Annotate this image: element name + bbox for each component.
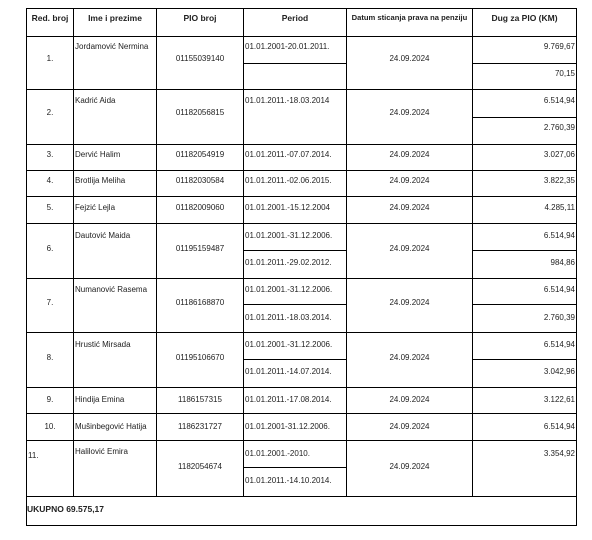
debt-subline — [472, 117, 577, 118]
row-number: 1. — [46, 54, 54, 63]
row-debt: 6.514,94 — [543, 285, 575, 294]
row-debt: 70,15 — [554, 69, 575, 78]
row-period: 01.01.2001.-31.12.2006. — [245, 285, 333, 294]
header-ime: Ime i prezime — [88, 13, 142, 23]
row-debt: 3.122,61 — [543, 395, 575, 404]
row-period: 01.01.2011.-02.06.2015. — [245, 176, 332, 185]
row-period: 01.01.2011.-07.07.2014. — [245, 150, 332, 159]
row-period: 01.01.2011.-17.08.2014. — [245, 395, 332, 404]
header-period: Period — [281, 13, 309, 23]
row-number: 4. — [46, 176, 54, 185]
row-number: 6. — [46, 244, 54, 253]
row-period: 01.01.2011.-18.03.2014. — [245, 313, 332, 322]
debt-subline — [472, 359, 577, 360]
row-period: 01.01.2011.-14.10.2014. — [245, 476, 332, 485]
row-line — [26, 387, 577, 388]
row-line — [26, 440, 577, 441]
row-debt: 2.760,39 — [543, 123, 575, 132]
row-pio: 01155039140 — [175, 54, 225, 63]
debt-subline — [472, 63, 577, 64]
row-pio: 01182009060 — [175, 203, 225, 212]
debt-subline — [472, 250, 577, 251]
header-pio: PIO broj — [183, 13, 217, 23]
period-subline — [243, 304, 346, 305]
row-date: 24.09.2024 — [389, 108, 430, 117]
header-red-broj: Red. broj — [31, 13, 69, 23]
row-pio: 01195159487 — [175, 244, 225, 253]
row-name: Numanović Rasema — [75, 285, 148, 294]
row-name: Jordamović Nermina — [75, 42, 149, 51]
row-date: 24.09.2024 — [389, 203, 430, 212]
total-label: UKUPNO 69.575,17 — [27, 504, 105, 514]
row-period: 01.01.2011.-29.02.2012. — [245, 258, 332, 267]
row-debt: 6.514,94 — [543, 231, 575, 240]
row-date: 24.09.2024 — [389, 244, 430, 253]
row-line — [26, 170, 577, 171]
row-line — [26, 332, 577, 333]
row-name: Kadrić Aida — [75, 96, 116, 105]
row-debt: 3.354,92 — [543, 449, 575, 458]
row-pio: 1182054674 — [178, 462, 222, 471]
row-debt: 3.822,35 — [543, 176, 575, 185]
row-period: 01.01.2011.-14.07.2014. — [245, 367, 332, 376]
row-name: Hindija Emina — [75, 395, 125, 404]
row-debt: 2.760,39 — [543, 313, 575, 322]
row-date: 24.09.2024 — [389, 353, 430, 362]
table-border-left — [26, 8, 27, 526]
row-period: 01.01.2001-31.12.2006. — [245, 422, 330, 431]
row-line — [26, 496, 577, 497]
row-number: 9. — [46, 395, 54, 404]
row-debt: 6.514,94 — [543, 340, 575, 349]
row-pio: 1186231727 — [178, 422, 222, 431]
row-debt: 6.514,94 — [543, 422, 575, 431]
table-border-bottom — [26, 525, 577, 526]
table-border-top — [26, 8, 577, 9]
debt-subline — [472, 304, 577, 305]
row-date: 24.09.2024 — [389, 176, 430, 185]
row-debt: 9.769,67 — [543, 42, 575, 51]
row-number: 11. — [28, 451, 39, 460]
row-line — [26, 196, 577, 197]
period-subline — [243, 359, 346, 360]
row-period: 01.01.2011.-18.03.2014 — [245, 96, 330, 105]
header-datum: Datum sticanja prava na penziju — [351, 13, 468, 22]
row-date: 24.09.2024 — [389, 298, 430, 307]
col-divider — [243, 8, 244, 496]
row-number: 7. — [46, 298, 54, 307]
row-date: 24.09.2024 — [389, 422, 430, 431]
row-number: 3. — [46, 150, 54, 159]
row-period: 01.01.2001-20.01.2011. — [245, 42, 330, 51]
row-debt: 6.514,94 — [543, 96, 575, 105]
row-line — [26, 278, 577, 279]
row-debt: 984,86 — [550, 258, 575, 267]
row-pio: 1186157315 — [178, 395, 222, 404]
row-number: 5. — [46, 203, 54, 212]
row-name: Brotlija Meliha — [75, 176, 126, 185]
period-subline — [243, 63, 346, 64]
row-name: Dautović Maida — [75, 231, 131, 240]
row-name: Halilović Emira — [75, 447, 128, 456]
row-line — [26, 144, 577, 145]
row-pio: 01186168870 — [175, 298, 225, 307]
row-date: 24.09.2024 — [389, 54, 430, 63]
row-pio: 01195106670 — [175, 353, 225, 362]
period-subline — [243, 250, 346, 251]
col-divider — [73, 8, 74, 496]
row-debt: 4.285,11 — [544, 203, 575, 212]
table-border-right — [576, 8, 577, 526]
row-name: Hrustić Mirsada — [75, 340, 131, 349]
row-period: 01.01.2001.-15.12.2004 — [245, 203, 330, 212]
row-number: 8. — [46, 353, 54, 362]
period-subline — [243, 467, 346, 468]
row-name: Fejzić Lejla — [75, 203, 116, 212]
row-debt: 3.042,96 — [543, 367, 575, 376]
row-period: 01.01.2001.-31.12.2006. — [245, 231, 333, 240]
row-line — [26, 223, 577, 224]
row-pio: 01182030584 — [175, 176, 225, 185]
row-pio: 01182056815 — [175, 108, 225, 117]
row-line — [26, 413, 577, 414]
row-name: Mušinbegović Hatija — [75, 422, 147, 431]
row-date: 24.09.2024 — [389, 395, 430, 404]
row-number: 10. — [44, 422, 56, 431]
row-period: 01.01.2001.-2010. — [245, 449, 310, 458]
row-number: 2. — [46, 108, 54, 117]
row-period: 01.01.2001.-31.12.2006. — [245, 340, 333, 349]
row-name: Dervić Halim — [75, 150, 121, 159]
header-bottom-line — [26, 36, 577, 37]
row-line — [26, 89, 577, 90]
row-date: 24.09.2024 — [389, 462, 430, 471]
row-debt: 3.027,06 — [543, 150, 575, 159]
header-dug: Dug za PIO (KM) — [491, 13, 558, 23]
row-date: 24.09.2024 — [389, 150, 430, 159]
row-pio: 01182054919 — [175, 150, 225, 159]
